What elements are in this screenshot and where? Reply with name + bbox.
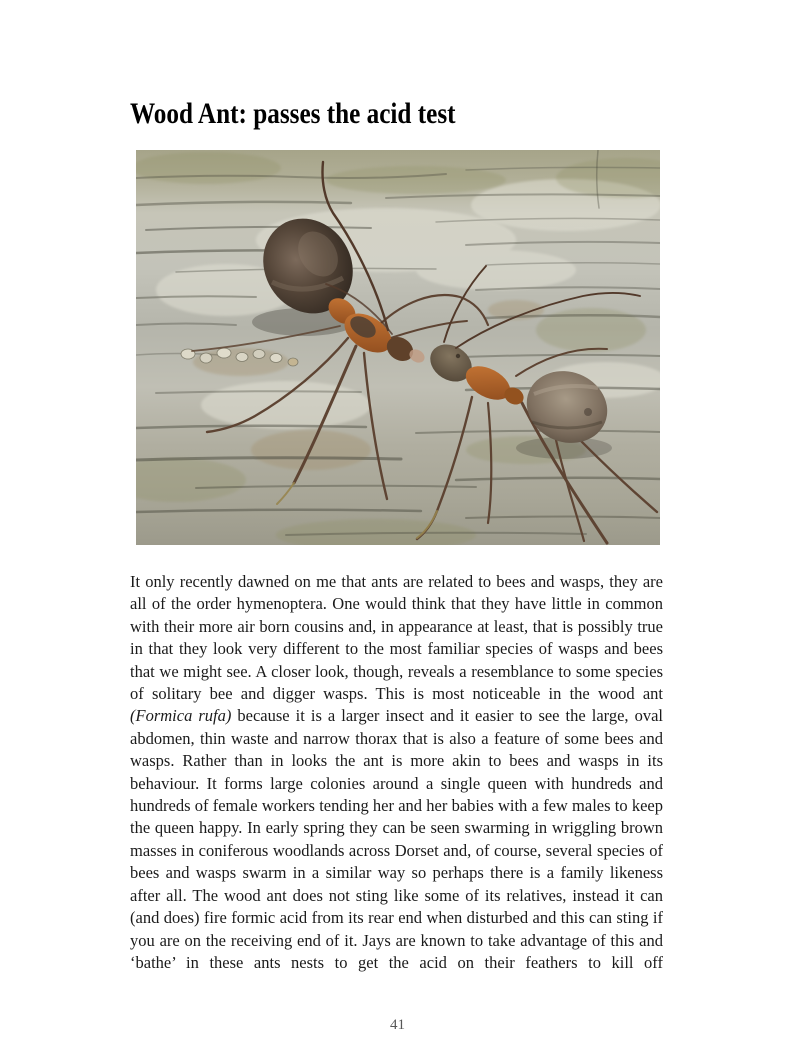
- page-number: 41: [390, 1017, 405, 1033]
- photo-graphic: [136, 150, 660, 545]
- species-name-italic: (Formica rufa): [130, 706, 232, 726]
- body-text-run: It only recently dawned on me that ants are related to bees and wasps, they are all of the order hymenoptera. One would think that they have little in common with their more air born cousins and, in appearance at least, that is possibly true in that they look very different to the most familiar species of wasps and bees that we might see. A closer look, though, reveals a resemblance to some species of solitary bee and digger wasps. This is most noticeable in the wood ant: [130, 572, 663, 704]
- article-body: [130, 571, 663, 974]
- body-text-run: because it is a larger insect and it easier to see the large, oval abdomen, thin waste and narrow thorax that is also a feature of some bees and wasps. Rather than in looks the ant is more akin to bees and wasps in its behaviour. It forms large colonies around a single queen with hundreds and hundreds of female workers tending her and her babies with a few males to keep the queen happy. In early spring they can be seen swarming in wriggling brown masses in coniferous woodlands across Dorset and, of course, several species of bees and wasps swarm in a similar way so perhaps there is a family likeness after all. The wood ant does not sting like some of its relatives, instead it can (and does) fire formic acid from its rear end when disturbed and this can sting if you are on the receiving end of it. Jays are known to take advantage of this and ‘bathe’ in these ants nests to get the acid on their feathers to kill off: [130, 706, 663, 972]
- wood-ant-photo: [136, 150, 660, 545]
- article-title: Wood Ant: passes the acid test: [130, 97, 456, 130]
